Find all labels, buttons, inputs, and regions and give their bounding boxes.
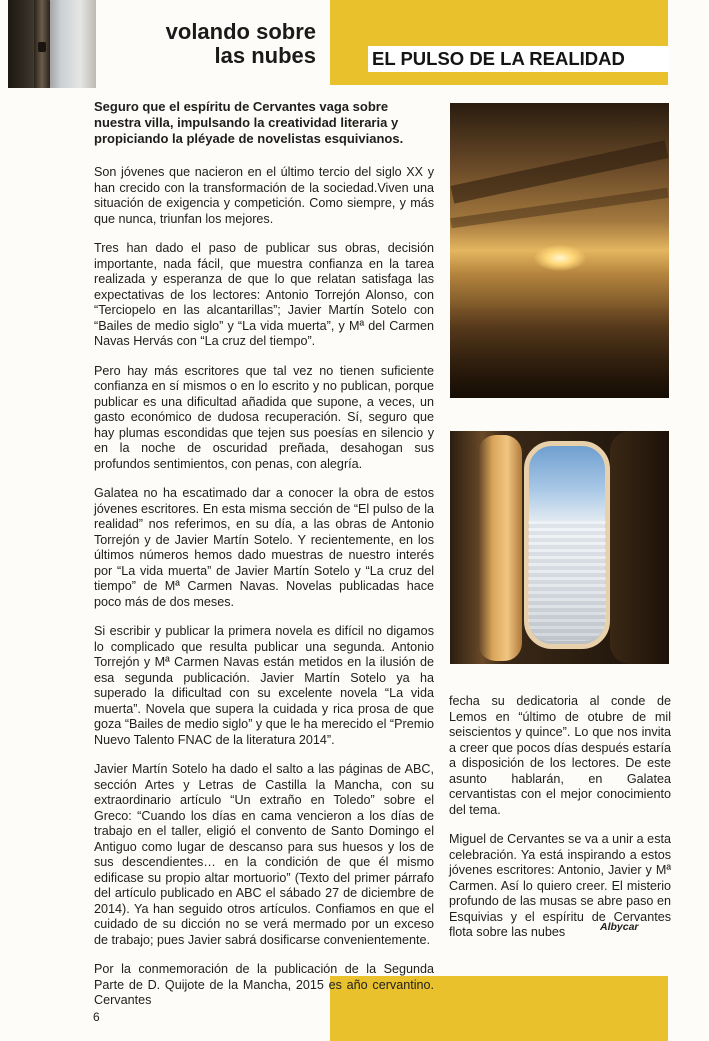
article-paragraph: Son jóvenes que nacieron en el último tercio del siglo XX y han crecido con la transformación de la sociedad.Viven una situación de exigencia y competición. Como siempre, y más que nunca, triunfan los mejores. [94,165,434,226]
article-paragraph: Miguel de Cervantes se va a unir a esta celebración. Ya está inspirando a estos jóvenes escritores: Antonio, Javier y Mª Carmen. Así lo quiero creer. El misterio profundo de las musas se abre paso en Esquivias y el espíritu de Cervantes flota sobre las nubes [449,832,671,939]
cloud-haze [450,308,669,398]
airplane-window-photo [450,431,669,664]
top-accent-band [330,0,668,85]
headline-line-2: las nubes [214,43,316,68]
sunset-photo [450,103,669,398]
article-paragraph: Pero hay más escritores que tal vez no tienen suficiente confianza en sí mismos o en lo escrito y no publican, porque publicar es una dificultad añadida que supone, a veces, un gasto económico de dudosa recuperación. Sí, seguro que hay plumas escondidas que tejen sus poesías en silencio y en la noche de oscuridad preñada, desahogan sus profundos sentimientos, con penas, con alegría. [94,363,434,471]
page-number: 6 [93,1010,100,1024]
article-lead: Seguro que el espíritu de Cervantes vaga sobre nuestra villa, impulsando la creatividad literaria y propiciando la pléyade de novelistas esquivianos. [94,99,404,146]
cabin-wall [610,431,669,664]
article-paragraph: Si escribir y publicar la primera novela es difícil no digamos lo complicado que resulta publicar una segunda. Antonio Torrejón y Mª Carmen Navas están metidos en la ilusión de esa segunda publicación. Javier Martín Sotelo ya ha superado la dificultad con su excelente novela “La vida muerta”. Novela que supera la cuidada y rica prosa de que goza “Bailes de medio siglo” y que le ha merecido el “Premio Nuevo Talento FNAC de la literatura 2014”. [94,624,434,747]
window-latch [38,42,46,52]
article-left-column [94,99,434,1023]
article-paragraph: Tres han dado el paso de publicar sus obras, decisión importante, nada fácil, que muestra confianza en la tarea realizada y esperanza de que lo que relatan satisfaga las expectativas de los lectores: Antonio Torrejón Alonso, con “Terciopelo en las alcantarillas”; Javier Martín Sotelo con “Bailes de medio siglo” y “La vida muerta”, y Mª del Carmen Navas Hervás con “La cruz del tiempo”. [94,241,434,348]
article-headline [120,20,316,68]
sun-glow [534,245,586,271]
section-title: EL PULSO DE LA REALIDAD [368,46,670,72]
article-paragraph: Por la conmemoración de la publicación de la Segunda Parte de D. Quijote de la Mancha, 2015 es año cervantino. Cervantes [94,962,434,1007]
article-paragraph: fecha su dedicatoria al conde de Lemos en “último de otubre de mil seiscientos y quince”. Lo que nos invita a creer que pocos días después estaría a disposición de los lectores. De este asunto hablarán, en Galatea cervantistas con el mejor conocimiento del tema. [449,694,671,817]
article-paragraph: Javier Martín Sotelo ha dado el salto a las páginas de ABC, sección Artes y Letras de Castilla la Mancha, con su extraordinario artículo “Un extraño en Toledo” sobre el Greco: “Cuando los días en cama vencieron a los días de trabajo en el taller, eligió el convento de Santo Domingo el Antiguo como lugar de descanso para sus huesos y los de sus descendientes… en la condición de que él mismo edificase su propio altar mortuorio” (Texto del primer párrafo del artículo publicado en ABC el sábado 27 de diciembre de 2014). Ya han seguido otros artículos. Confiamos en que el cuidado de su dicción no se verá mermado por un exceso de trabajo; pues Javier sabrá dosificarse convenientemente. [94,762,434,947]
top-thumbnail-photo [8,0,96,88]
article-paragraph: Galatea no ha escatimado dar a conocer la obra de estos jóvenes escritores. En esta misma sección de “El pulso de la realidad” nos referimos, en su día, a las obras de Antonio Torrejón y de Javier Martín Sotelo. Y recientemente, en los últimos números hemos dado muestras de nuestro interés por “La vida muerta” de Javier Martín Sotelo y “La cruz del tiempo” de Mª Carmen Navas. Novelas publicadas hace poco más de dos meses. [94,486,434,609]
author-signature: Albycar [600,921,639,933]
clouds-below [528,521,606,641]
article-right-column [449,694,671,955]
headline-line-1: volando sobre [165,19,316,44]
window-frame [478,435,522,661]
